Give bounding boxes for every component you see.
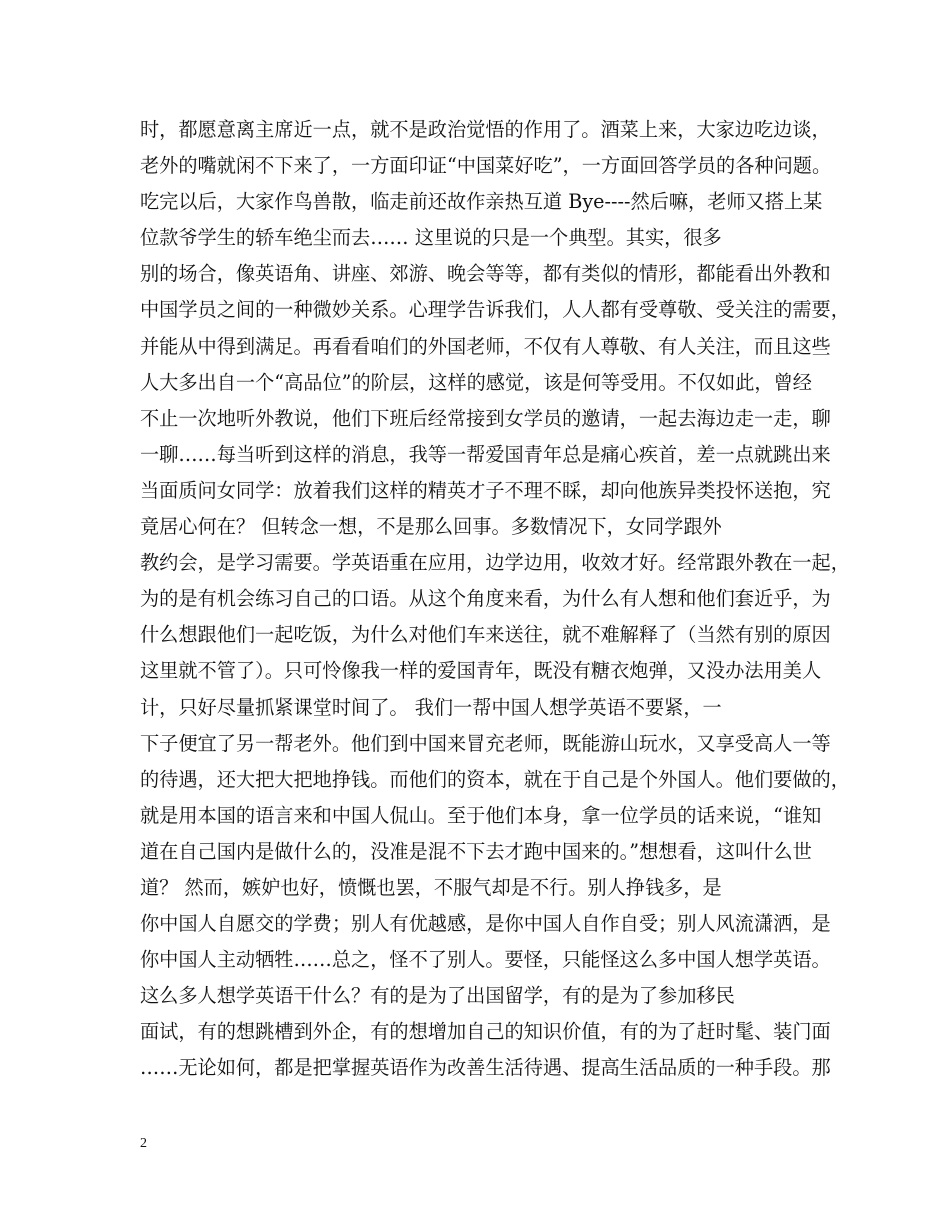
text-line: 下子便宜了另一帮老外。他们到中国来冒充老师，既能游山玩水，又享受高人一等 <box>140 731 831 755</box>
text-line: 面试，有的想跳槽到外企，有的想增加自己的知识价值，有的为了赶时髦、装门面 <box>140 1020 831 1044</box>
text-line: 别的场合，像英语角、讲座、郊游、晚会等等，都有类似的情形，都能看出外教和 <box>140 262 831 286</box>
text-line: 就是用本国的语言来和中国人侃山。至于他们本身，拿一位学员的话来说，“谁知 <box>140 803 822 827</box>
text-line: 教约会，是学习需要。学英语重在应用，边学边用，收效才好。经常跟外教在一起， <box>140 551 850 575</box>
text-line: 你中国人主动牺牲……总之，怪不了别人。要怪，只能怪这么多中国人想学英语。 <box>140 948 831 972</box>
text-line: 什么想跟他们一起吃饭，为什么对他们车来送往，就不难解释了（当然有别的原因 <box>140 623 831 647</box>
text-line: 人大多出自一个“高品位”的阶层，这样的感觉，该是何等受用。不仅如此，曾经 <box>140 370 812 394</box>
text-line: 这里就不管了）。只可怜像我一样的爱国青年，既没有糖衣炮弹，又没办法用美人 <box>140 659 822 683</box>
text-line: 计，只好尽量抓紧课堂时间了。 我们一帮中国人想学英语不要紧，一 <box>140 695 722 719</box>
text-line: 道在自己国内是做什么的，没准是混不下去才跑中国来的。”想想看，这叫什么世 <box>140 839 812 863</box>
text-line: 一聊……每当听到这样的消息，我等一帮爱国青年总是痛心疾首，差一点就跳出来 <box>140 442 831 466</box>
text-line: ……无论如何，都是把掌握英语作为改善生活待遇、提高生活品质的一种手段。那 <box>140 1056 831 1080</box>
text-line: 时，都愿意离主席近一点，就不是政治觉悟的作用了。酒菜上来，大家边吃边谈， <box>140 118 831 141</box>
body-text <box>140 112 850 1087</box>
text-line: 的待遇，还大把大把地挣钱。而他们的资本，就在于自己是个外国人。他们要做的， <box>140 767 850 791</box>
text-line: 你中国人自愿交的学费；别人有优越感，是你中国人自作自受；别人风流潇洒，是 <box>140 912 831 936</box>
text-line: 为的是有机会练习自己的口语。从这个角度来看，为什么有人想和他们套近乎，为 <box>140 587 831 611</box>
text-line: 吃完以后，大家作鸟兽散，临走前还故作亲热互道 Bye----然后嘛，老师又搭上某 <box>140 190 823 214</box>
text-line: 不止一次地听外教说，他们下班后经常接到女学员的邀请，一起去海边走一走，聊 <box>140 406 831 430</box>
page-number: 2 <box>140 1136 147 1151</box>
text-line: 位款爷学生的轿车绝尘而去…… 这里说的只是一个典型。其实，很多 <box>140 226 722 250</box>
text-line: 竟居心何在？ 但转念一想，不是那么回事。多数情况下，女同学跟外 <box>140 515 722 539</box>
text-line: 老外的嘴就闲不下来了，一方面印证“中国菜好吃”，一方面回答学员的各种问题。 <box>140 154 832 178</box>
text-line: 中国学员之间的一种微妙关系。心理学告诉我们，人人都有受尊敬、受关注的需要， <box>140 298 850 322</box>
text-line: 并能从中得到满足。再看看咱们的外国老师，不仅有人尊敬、有人关注，而且这些 <box>140 334 831 358</box>
text-line: 这么多人想学英语干什么？有的是为了出国留学，有的是为了参加移民 <box>140 984 735 1008</box>
text-line: 道？ 然而，嫉妒也好，愤慨也罢，不服气却是不行。别人挣钱多，是 <box>140 875 722 899</box>
text-line: 当面质问女同学：放着我们这样的精英才子不理不睬，却向他族异类投怀送抱，究 <box>140 478 831 502</box>
